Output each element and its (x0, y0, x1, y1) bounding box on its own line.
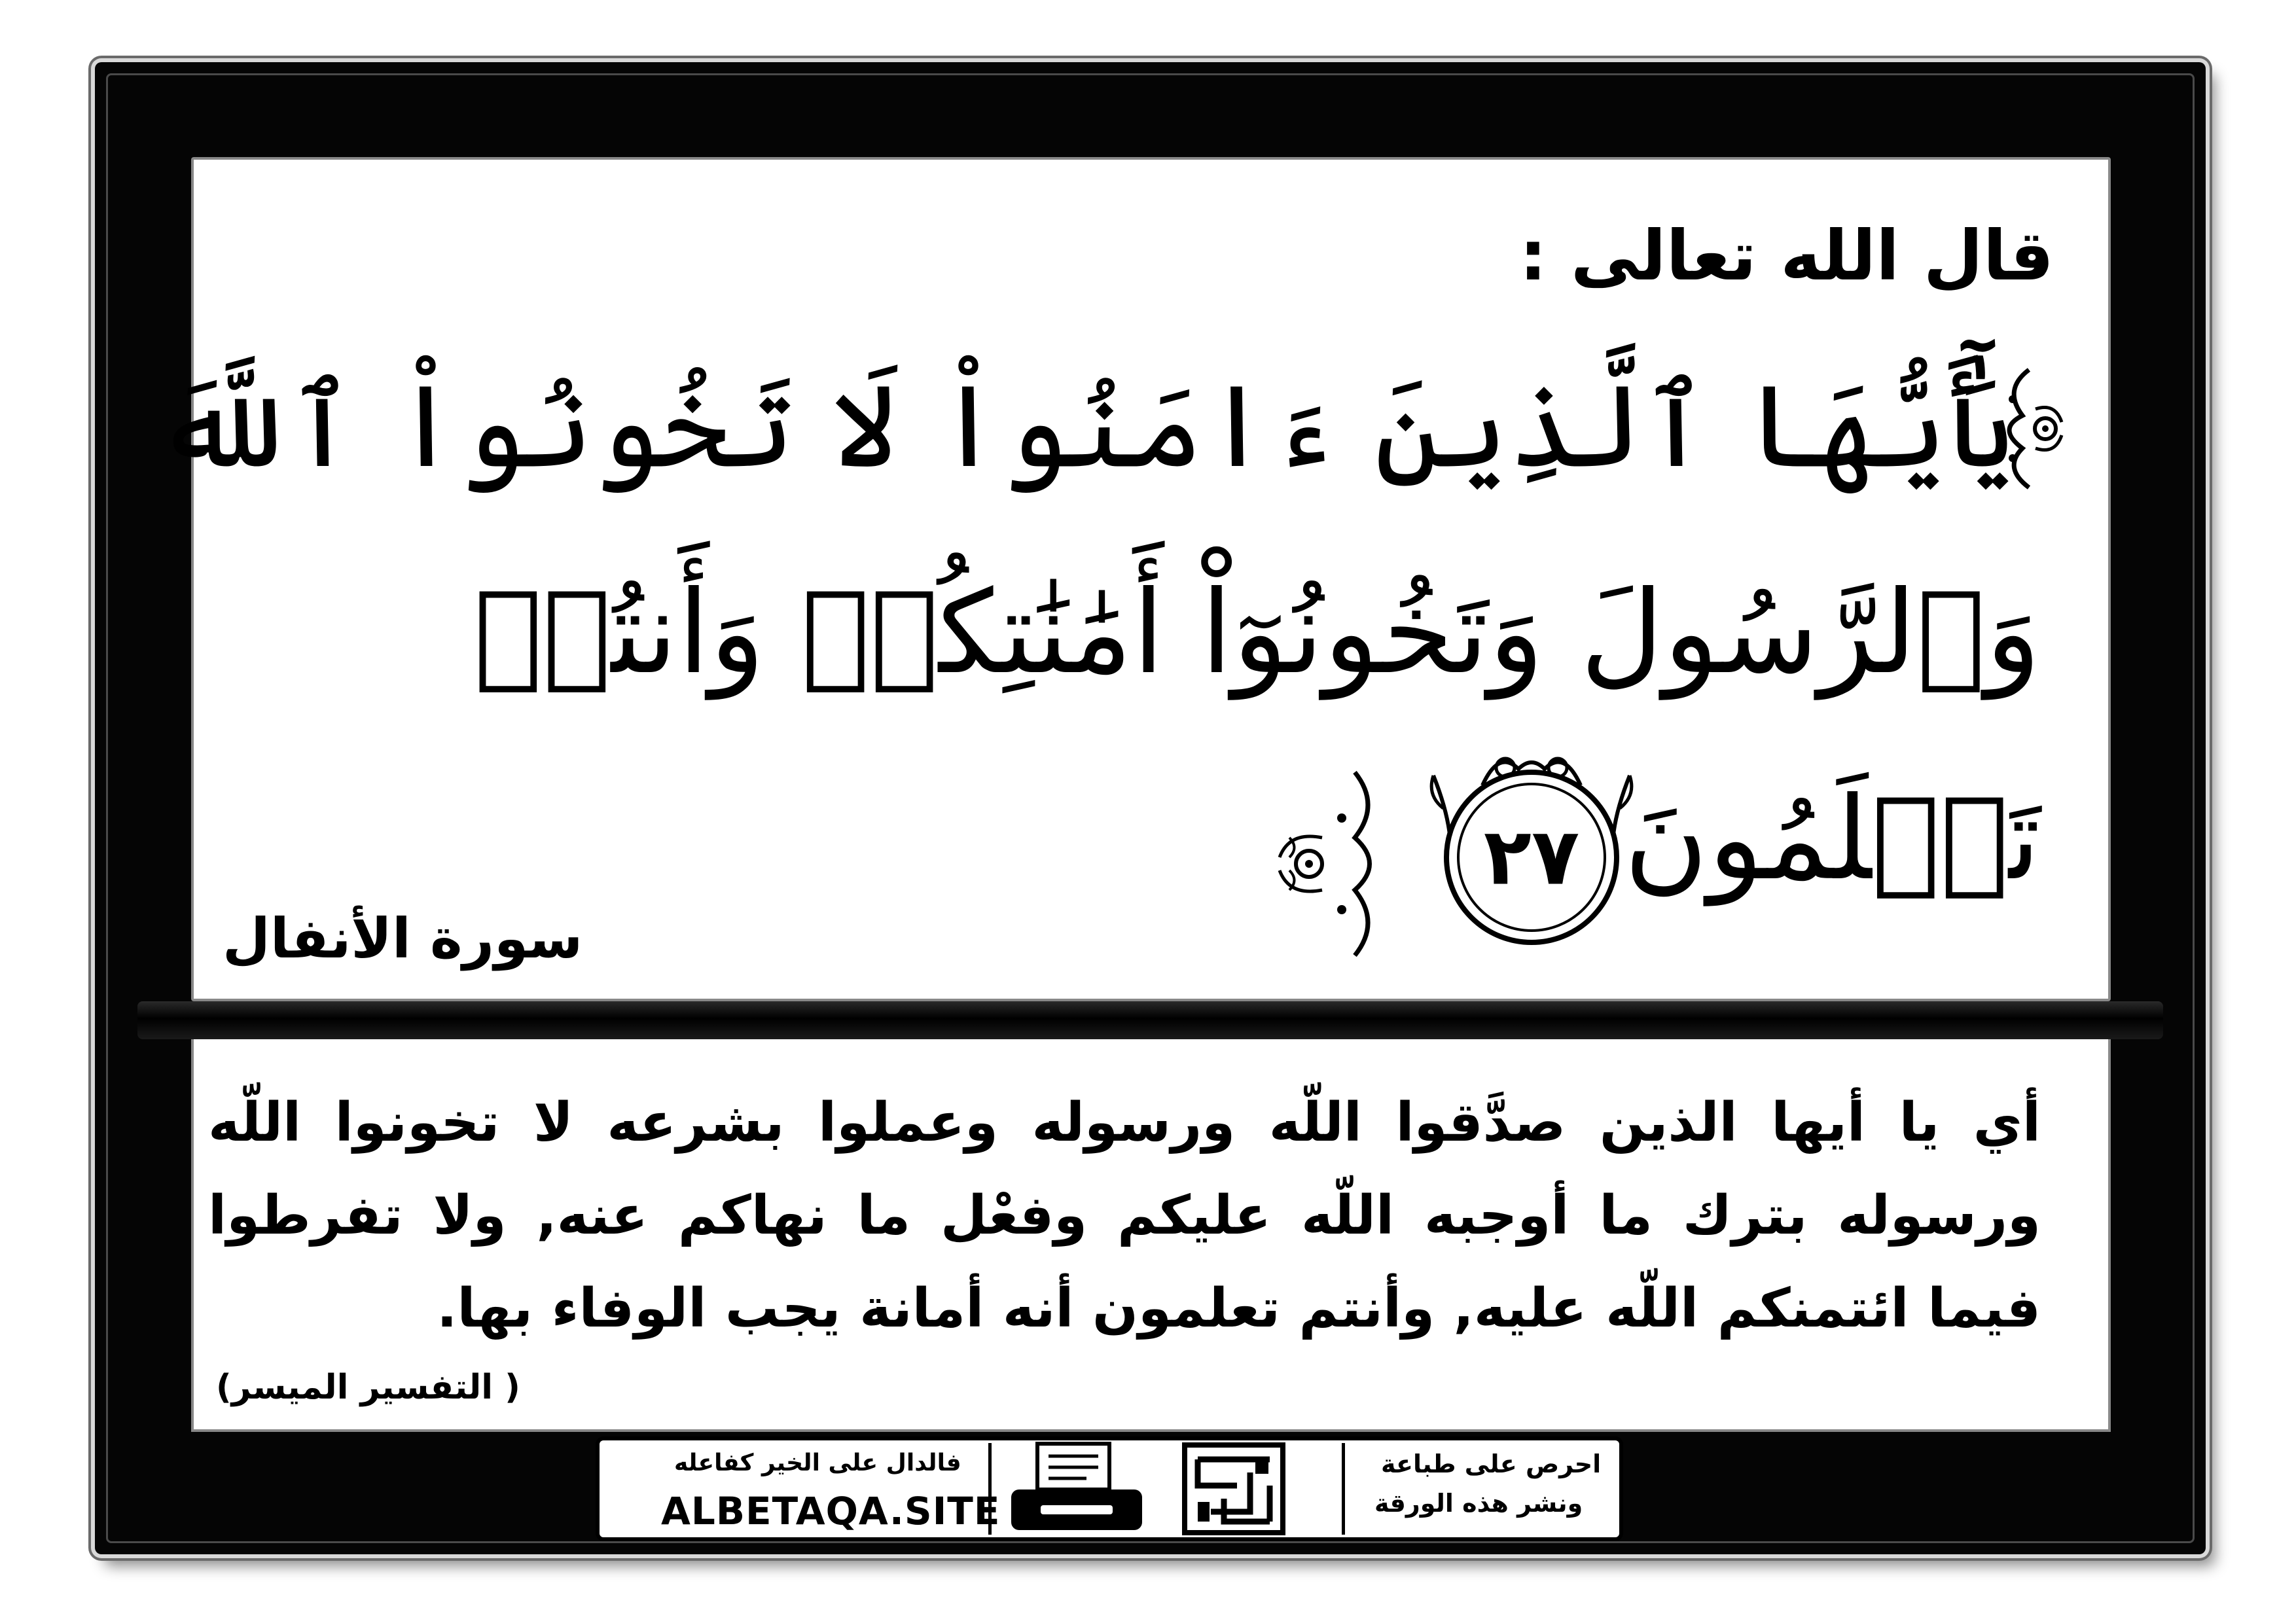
surah-name: سورة الأنفال (223, 906, 583, 971)
panel-divider (137, 1001, 2163, 1039)
footer-separator (1342, 1443, 1345, 1535)
footer-guide-text: فالدال على الخير كفاعله (674, 1450, 961, 1476)
verse-line-1: يَٰٓأَيُّهَا ٱلَّذِينَ ءَامَنُواْ لَا تَخُونُواْ ٱللَّهَ (154, 361, 2015, 493)
printer-icon (1001, 1440, 1152, 1538)
ayah-number: ٢٧ (1483, 812, 1580, 903)
footer-eager-text: احرص على طباعة (1381, 1450, 1602, 1478)
tafsir-text: أي يا أيها الذين صدَّقوا اللّه ورسوله وعملوا بشرعه لا تخونوا اللّه ورسوله بترك ما أوجبه اللّه عليكم وفعْل ما نهاكم عنه, ولا تفرطوا فيما ائتمنكم اللّه عليه, وأنتم تعلمون أنه أمانة يجب الوفاء بها. (208, 1092, 2041, 1340)
verse-close-ornament-icon (1270, 766, 1388, 962)
verse-heading: قال الله تعالى : (1519, 216, 2054, 296)
footer-site-link[interactable]: ALBETAQA.SITE (661, 1489, 1001, 1533)
dawat-alwaraqa-logo-icon (1178, 1440, 1289, 1538)
ayah-number-medallion (1420, 736, 1643, 952)
verse-line-3: تَعۡلَمُونَ (1624, 773, 2041, 906)
footer-spread-text: ونشر هذه الورقة (1374, 1489, 1583, 1518)
tafsir-source: ( التفسير الميسر) (216, 1368, 520, 1407)
verse-line-2: وَٱلرَّسُولَ وَتَخُونُوٓاْ أَمَٰنَٰتِكُمۡ وَأَنتُمۡ (473, 567, 2041, 700)
